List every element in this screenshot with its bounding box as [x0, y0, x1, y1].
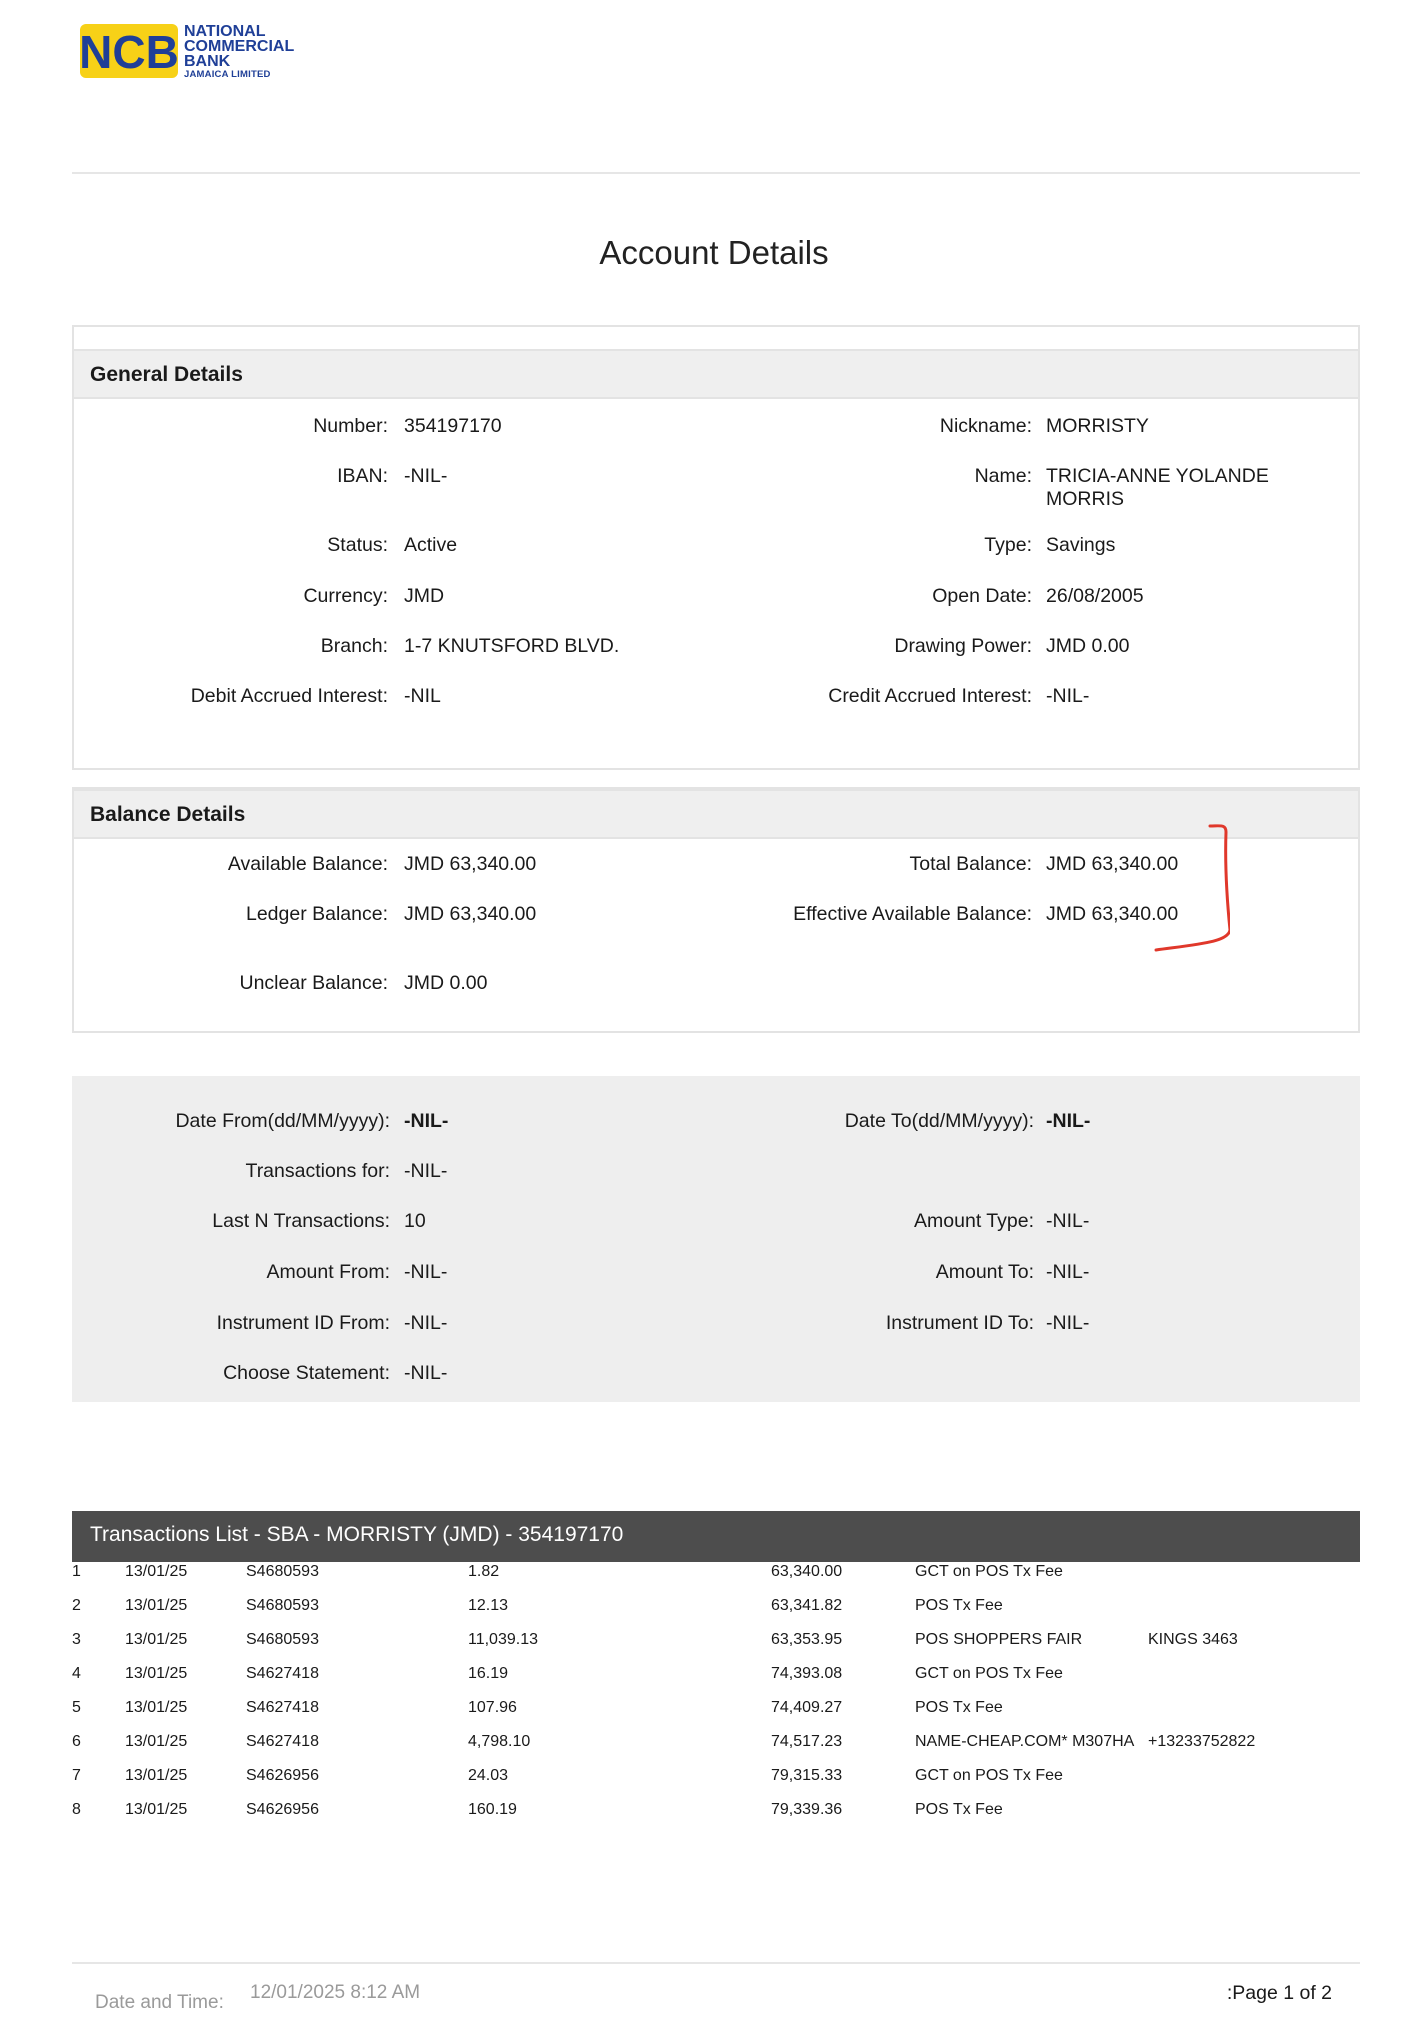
iban-value: -NIL-	[404, 465, 448, 487]
amount-to-label: Amount To:	[935, 1261, 1034, 1283]
debit-accrued-value: -NIL	[404, 685, 441, 707]
row-reference: S4627418	[246, 1733, 319, 1750]
row-date: 13/01/25	[125, 1597, 188, 1614]
drawing-power-value: JMD 0.00	[1046, 635, 1130, 657]
credit-accrued-label: Credit Accrued Interest:	[828, 685, 1032, 707]
general-details-header	[74, 349, 1358, 399]
number-label: Number:	[313, 415, 388, 437]
instrument-to-label: Instrument ID To:	[885, 1312, 1034, 1334]
footer-date-label: Date and Time:	[95, 1992, 224, 2013]
row-date: 13/01/25	[125, 1699, 188, 1716]
row-description: POS Tx Fee	[915, 1597, 1003, 1614]
row-description: GCT on POS Tx Fee	[915, 1563, 1063, 1580]
table-row	[0, 1631, 1428, 1665]
table-row	[0, 1597, 1428, 1631]
row-description: NAME-CHEAP.COM* M307HA	[915, 1733, 1135, 1750]
row-description: GCT on POS Tx Fee	[915, 1665, 1063, 1682]
bank-name	[184, 24, 294, 80]
debit-accrued-label: Debit Accrued Interest:	[190, 685, 388, 707]
row-number: 1	[72, 1563, 81, 1580]
open-date-value: 26/08/2005	[1046, 585, 1144, 607]
name-label: Name:	[974, 465, 1032, 487]
row-reference: S4626956	[246, 1801, 319, 1818]
status-value: Active	[404, 534, 458, 556]
amount-from-value: -NIL-	[404, 1261, 448, 1283]
general-details-heading: General Details	[90, 363, 243, 386]
logo-letters: NCB	[79, 26, 179, 78]
row-balance: 74,517.23	[771, 1733, 843, 1750]
nickname-label: Nickname:	[939, 415, 1032, 437]
row-reference: S4680593	[246, 1631, 319, 1648]
name-value-line1: TRICIA-ANNE YOLANDE	[1046, 465, 1269, 487]
available-balance-value: JMD 63,340.00	[404, 853, 537, 875]
table-row	[0, 1801, 1428, 1835]
instrument-to-value: -NIL-	[1046, 1312, 1090, 1334]
row-amount: 107.96	[468, 1699, 517, 1716]
page-indicator: :Page 1 of 2	[1226, 1982, 1332, 2004]
effective-balance-value: JMD 63,340.00	[1046, 903, 1179, 925]
row-amount: 16.19	[468, 1665, 509, 1682]
ncb-logo-icon	[78, 22, 180, 80]
bank-name-line3: BANK	[184, 53, 231, 70]
row-reference: S4680593	[246, 1563, 319, 1580]
transactions-heading: Transactions List - SBA - MORRISTY (JMD) - 354197170	[90, 1523, 624, 1546]
annotation-bracket	[1150, 820, 1230, 960]
row-amount: 24.03	[468, 1767, 509, 1784]
row-balance: 79,339.36	[771, 1801, 843, 1818]
row-amount: 12.13	[468, 1597, 509, 1614]
row-amount: 4,798.10	[468, 1733, 531, 1750]
drawing-power-label: Drawing Power:	[894, 635, 1032, 657]
date-to-value: -NIL-	[1046, 1110, 1091, 1132]
row-description: POS Tx Fee	[915, 1801, 1003, 1818]
amount-from-label: Amount From:	[266, 1261, 390, 1283]
row-reference: S4627418	[246, 1699, 319, 1716]
type-label: Type:	[984, 534, 1032, 556]
footer-date-value: 12/01/2025 8:12 AM	[250, 1982, 421, 2003]
transactions-header	[72, 1511, 1360, 1562]
date-from-label: Date From(dd/MM/yyyy):	[175, 1110, 390, 1132]
nickname-value: MORRISTY	[1046, 415, 1149, 437]
total-balance-label: Total Balance:	[909, 853, 1032, 875]
row-reference: S4627418	[246, 1665, 319, 1682]
choose-statement-value: -NIL-	[404, 1362, 448, 1384]
row-number: 6	[72, 1733, 81, 1750]
transactions-for-label: Transactions for:	[245, 1160, 390, 1182]
number-value: 354197170	[404, 415, 502, 437]
currency-value: JMD	[404, 585, 445, 607]
row-extra: +13233752822	[1148, 1733, 1256, 1750]
bank-logo	[78, 22, 294, 80]
row-date: 13/01/25	[125, 1665, 188, 1682]
row-date: 13/01/25	[125, 1801, 188, 1818]
ledger-balance-label: Ledger Balance:	[245, 903, 388, 925]
effective-balance-label: Effective Available Balance:	[793, 903, 1032, 925]
amount-type-label: Amount Type:	[914, 1210, 1034, 1232]
open-date-label: Open Date:	[932, 585, 1032, 607]
row-date: 13/01/25	[125, 1733, 188, 1750]
row-balance: 63,341.82	[771, 1597, 843, 1614]
table-row	[0, 1733, 1428, 1767]
row-balance: 74,409.27	[771, 1699, 843, 1716]
instrument-from-value: -NIL-	[404, 1312, 448, 1334]
row-number: 8	[72, 1801, 81, 1818]
search-criteria-panel	[72, 1076, 1360, 1402]
bank-name-line2: COMMERCIAL	[184, 38, 295, 55]
choose-statement-label: Choose Statement:	[223, 1362, 390, 1384]
row-date: 13/01/25	[125, 1563, 188, 1580]
row-reference: S4680593	[246, 1597, 319, 1614]
row-description: POS SHOPPERS FAIR	[915, 1631, 1083, 1648]
row-description: GCT on POS Tx Fee	[915, 1767, 1063, 1784]
iban-label: IBAN:	[337, 465, 388, 487]
table-row	[0, 1563, 1428, 1597]
status-label: Status:	[327, 534, 388, 556]
table-row	[0, 1767, 1428, 1801]
row-extra: KINGS 3463	[1148, 1631, 1238, 1648]
balance-details-heading: Balance Details	[90, 803, 246, 826]
amount-to-value: -NIL-	[1046, 1261, 1090, 1283]
row-reference: S4626956	[246, 1767, 319, 1784]
row-balance: 63,340.00	[771, 1563, 843, 1580]
page-title: Account Details	[599, 234, 829, 271]
table-row	[0, 1699, 1428, 1733]
credit-accrued-value: -NIL-	[1046, 685, 1090, 707]
name-value-line2: MORRIS	[1046, 488, 1124, 510]
branch-value: 1-7 KNUTSFORD BLVD.	[404, 635, 620, 657]
row-date: 13/01/25	[125, 1631, 188, 1648]
date-to-label: Date To(dd/MM/yyyy):	[844, 1110, 1034, 1132]
row-amount: 160.19	[468, 1801, 517, 1818]
bank-name-line1: NATIONAL	[184, 23, 266, 40]
currency-label: Currency:	[303, 585, 388, 607]
row-balance: 63,353.95	[771, 1631, 843, 1648]
row-number: 5	[72, 1699, 81, 1716]
general-details-panel	[72, 325, 1360, 770]
date-from-value: -NIL-	[404, 1110, 449, 1132]
instrument-from-label: Instrument ID From:	[216, 1312, 390, 1334]
row-balance: 79,315.33	[771, 1767, 843, 1784]
type-value: Savings	[1046, 534, 1116, 556]
row-amount: 11,039.13	[468, 1631, 538, 1648]
table-row	[0, 1665, 1428, 1699]
row-description: POS Tx Fee	[915, 1699, 1003, 1716]
unclear-balance-value: JMD 0.00	[404, 972, 488, 994]
row-amount: 1.82	[468, 1563, 500, 1580]
header-divider	[72, 172, 1360, 174]
unclear-balance-label: Unclear Balance:	[239, 972, 388, 994]
row-number: 7	[72, 1767, 81, 1784]
last-n-label: Last N Transactions:	[212, 1210, 390, 1232]
row-date: 13/01/25	[125, 1767, 188, 1784]
last-n-value: 10	[404, 1210, 426, 1232]
bank-name-line4: JAMAICA LIMITED	[184, 69, 271, 80]
row-number: 3	[72, 1631, 81, 1648]
amount-type-value: -NIL-	[1046, 1210, 1090, 1232]
total-balance-value: JMD 63,340.00	[1046, 853, 1179, 875]
footer-divider	[72, 1962, 1360, 1964]
row-number: 4	[72, 1665, 81, 1682]
available-balance-label: Available Balance:	[227, 853, 388, 875]
row-number: 2	[72, 1597, 81, 1614]
ledger-balance-value: JMD 63,340.00	[404, 903, 537, 925]
transactions-for-value: -NIL-	[404, 1160, 448, 1182]
branch-label: Branch:	[320, 635, 388, 657]
row-balance: 74,393.08	[771, 1665, 843, 1682]
